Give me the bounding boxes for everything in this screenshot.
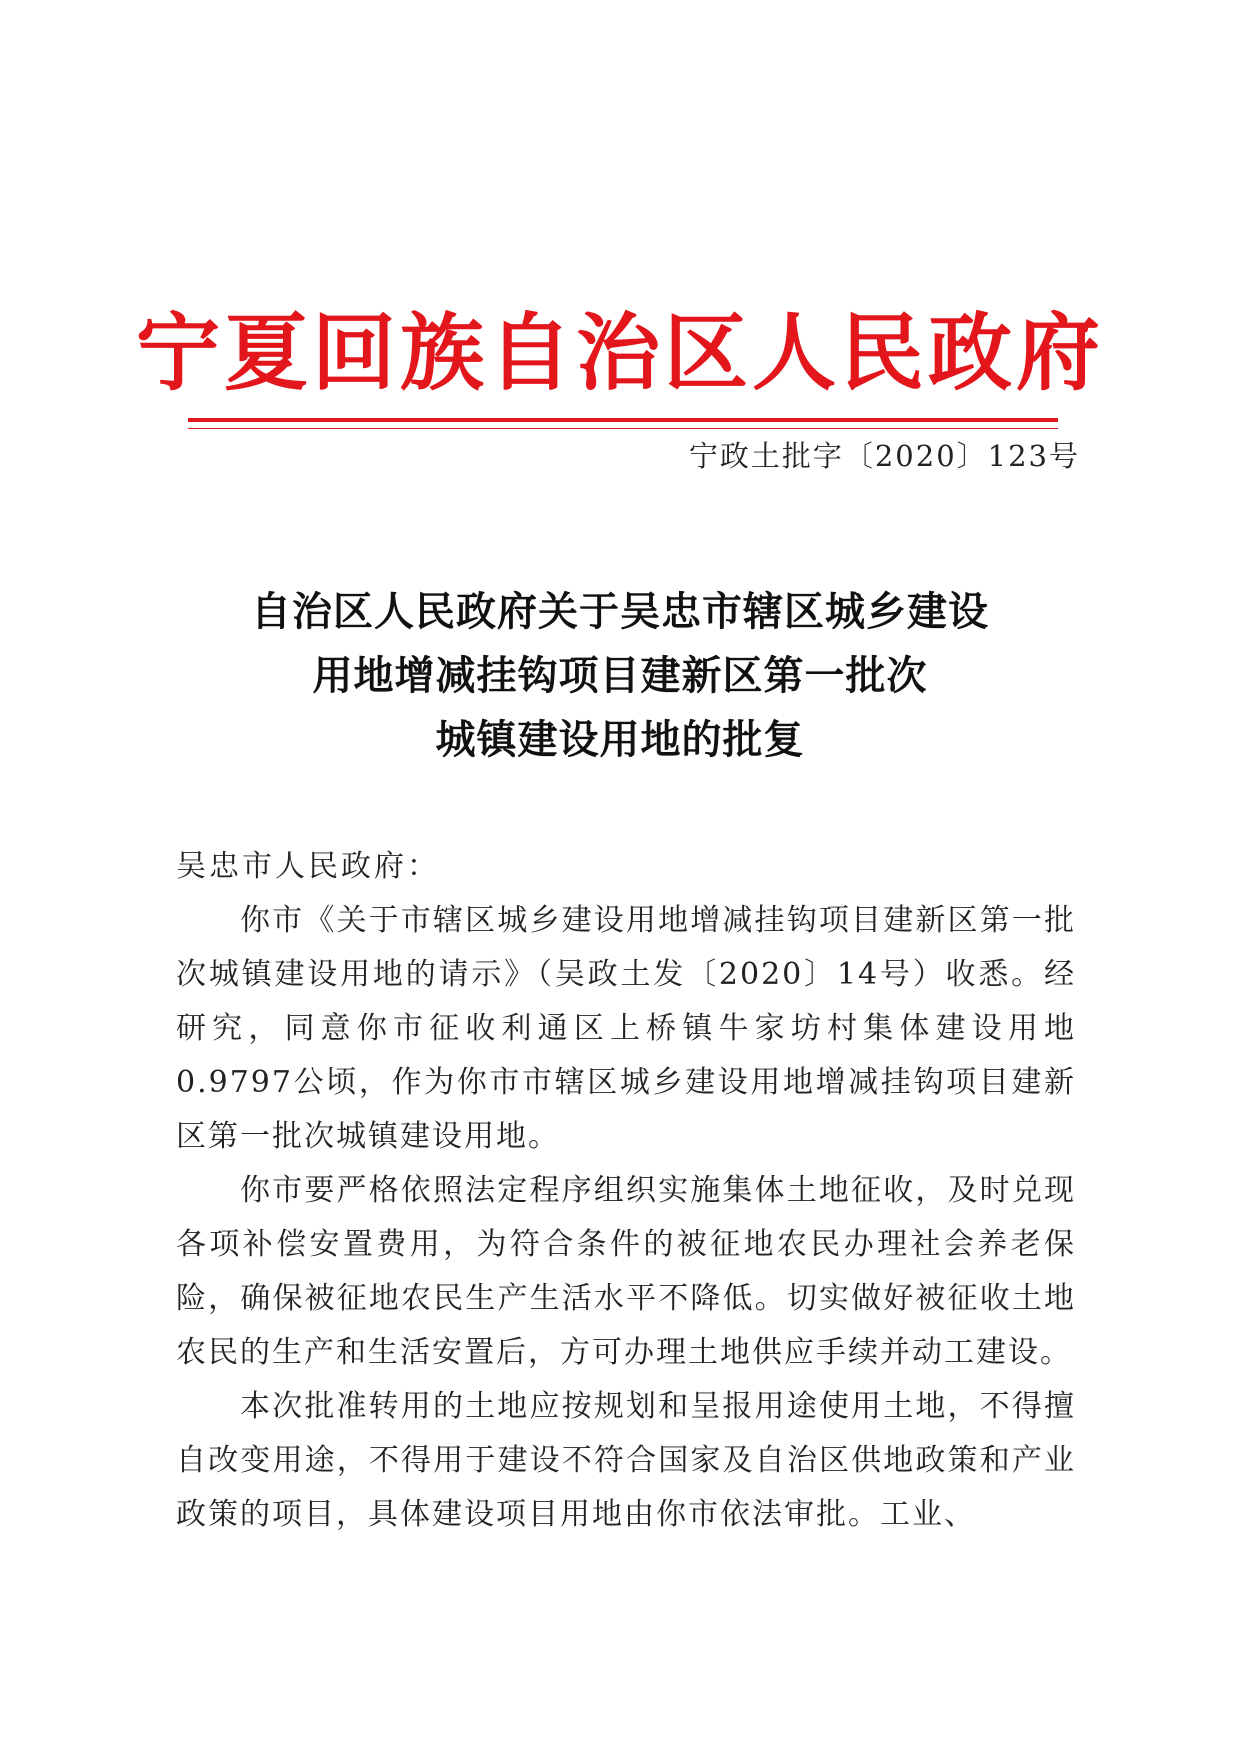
document-title [0, 580, 1240, 772]
red-divider-thin [188, 428, 1058, 429]
paragraph-1: 你市《关于市辖区城乡建设用地增减挂钩项目建新区第一批次城镇建设用地的请示》（吴政土发〔2020〕14号）收悉。经研究，同意你市征收利通区上桥镇牛家坊村集体建设用地0.9797公顷，作为你市市辖区城乡建设用地增减挂钩项目建新区第一批次城镇建设用地。 [176, 903, 1076, 1154]
title-line-1: 自治区人民政府关于吴忠市辖区城乡建设 [251, 589, 989, 635]
document-number: 宁政土批字〔2020〕123号 [688, 439, 1080, 473]
title-line-3: 城镇建设用地的批复 [435, 717, 805, 763]
document-body [176, 840, 1076, 1542]
red-divider-thick [188, 418, 1058, 422]
issuer-header: 宁夏回族自治区人民政府 [135, 304, 1104, 402]
salutation: 吴忠市人民政府： [176, 849, 440, 884]
paragraph-3: 本次批准转用的土地应按规划和呈报用途使用土地，不得擅自改变用途，不得用于建设不符合国家及自治区供地政策和产业政策的项目，具体建设项目用地由你市依法审批。工业、 [176, 1389, 1076, 1532]
paragraph-2: 你市要严格依照法定程序组织实施集体土地征收，及时兑现各项补偿安置费用，为符合条件的被征地农民办理社会养老保险，确保被征地农民生产生活水平不降低。切实做好被征收土地农民的生产和生活安置后，方可办理土地供应手续并动工建设。 [176, 1173, 1076, 1370]
title-line-2: 用地增减挂钩项目建新区第一批次 [312, 653, 928, 699]
